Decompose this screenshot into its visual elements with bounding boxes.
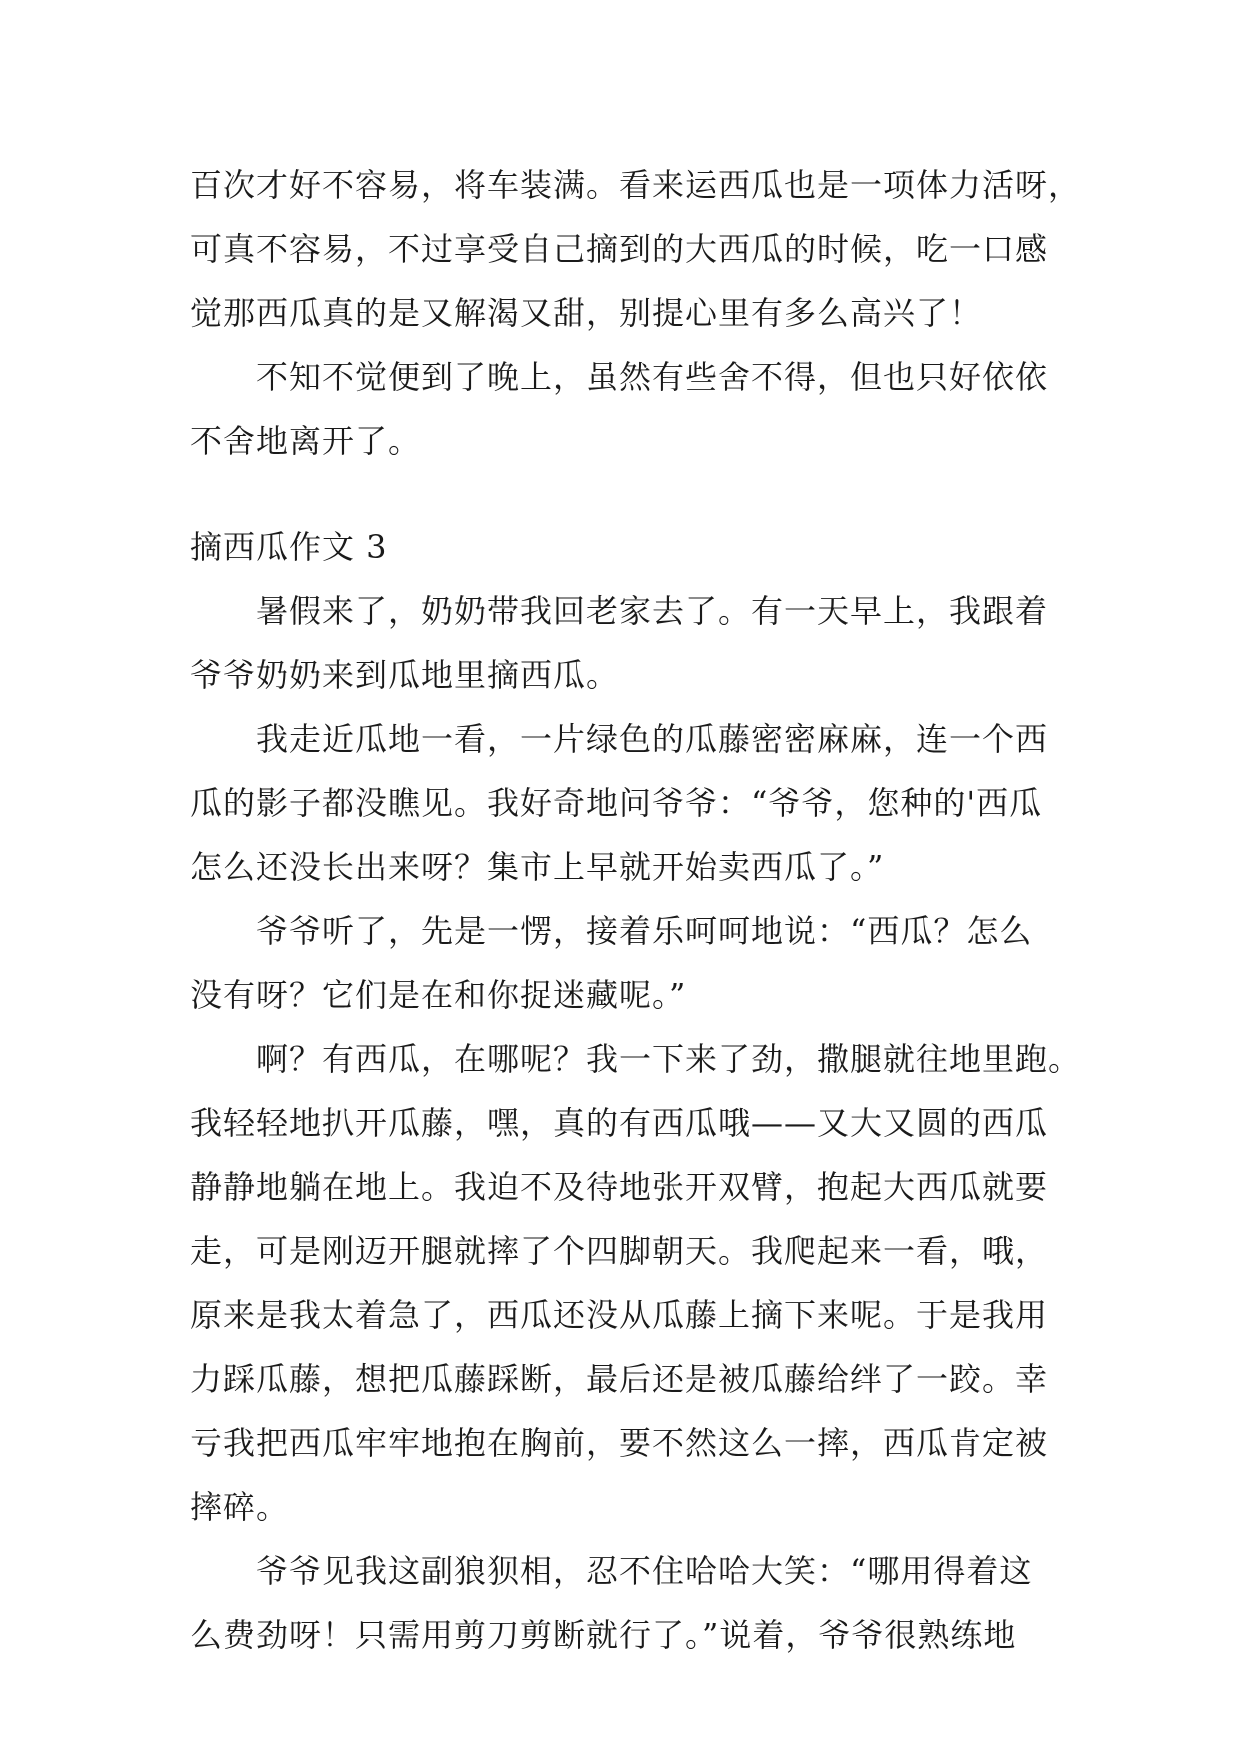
paragraph-line: 原来是我太着急了，西瓜还没从瓜藤上摘下来呢。于是我用 — [190, 1296, 1049, 1334]
paragraph-line: 亏我把西瓜牢牢地抱在胸前，要不然这么一摔，西瓜肯定被 — [190, 1424, 1049, 1462]
section-title: 摘西瓜作文 3 — [190, 528, 388, 566]
paragraph-line: 爷爷听了，先是一愣，接着乐呵呵地说：“西瓜？怎么 — [256, 912, 1033, 950]
paragraph-line: 我走近瓜地一看，一片绿色的瓜藤密密麻麻，连一个西 — [256, 720, 1049, 758]
paragraph-line: 没有呀？它们是在和你捉迷藏呢。” — [190, 976, 687, 1014]
paragraph-line: 可真不容易，不过享受自己摘到的大西瓜的时候，吃一口感 — [190, 230, 1049, 268]
paragraph-line: 爷爷见我这副狼狈相，忍不住哈哈大笑：“哪用得着这 — [256, 1552, 1033, 1590]
paragraph-line: 走，可是刚迈开腿就摔了个四脚朝天。我爬起来一看，哦， — [190, 1232, 1049, 1270]
paragraph-line: 暑假来了，奶奶带我回老家去了。有一天早上，我跟着 — [256, 592, 1049, 630]
paragraph-line: 不舍地离开了。 — [190, 422, 422, 460]
paragraph-line: 我轻轻地扒开瓜藤，嘿，真的有西瓜哦——又大又圆的西瓜 — [190, 1104, 1049, 1142]
paragraph-line: 么费劲呀！只需用剪刀剪断就行了。”说着，爷爷很熟练地 — [190, 1616, 1017, 1654]
paragraph-line: 静静地躺在地上。我迫不及待地张开双臂，抱起大西瓜就要 — [190, 1168, 1049, 1206]
paragraph-line: 百次才好不容易，将车装满。看来运西瓜也是一项体力活呀， — [190, 166, 1082, 204]
paragraph-line: 摔碎。 — [190, 1488, 290, 1526]
paragraph-line: 觉那西瓜真的是又解渴又甜，别提心里有多么高兴了！ — [190, 294, 983, 332]
paragraph-line: 爷爷奶奶来到瓜地里摘西瓜。 — [190, 656, 620, 694]
paragraph-line: 啊？有西瓜，在哪呢？我一下来了劲，撒腿就往地里跑。 — [256, 1040, 1082, 1078]
paragraph-line: 不知不觉便到了晚上，虽然有些舍不得，但也只好依依 — [256, 358, 1049, 396]
paragraph-line: 力踩瓜藤，想把瓜藤踩断，最后还是被瓜藤给绊了一跤。幸 — [190, 1360, 1049, 1398]
paragraph-line: 瓜的影子都没瞧见。我好奇地问爷爷：“爷爷，您种的'西瓜 — [190, 784, 1043, 822]
paragraph-line: 怎么还没长出来呀？集市上早就开始卖西瓜了。” — [190, 848, 885, 886]
